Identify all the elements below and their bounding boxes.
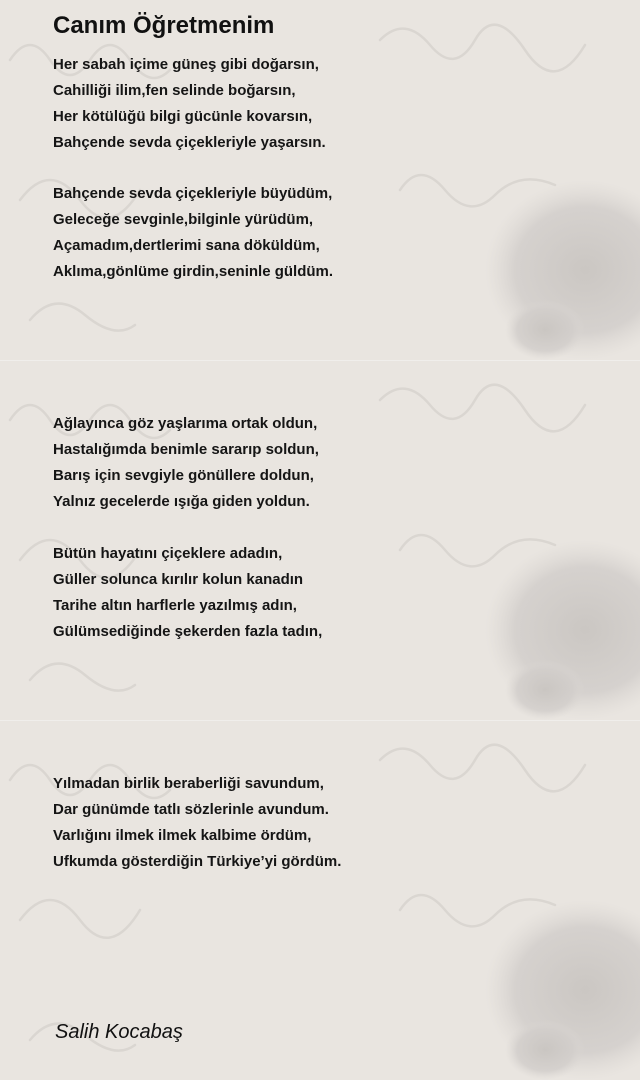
stanza-3 [53,411,319,515]
poem-line: Hastalığımda benimle sararıp soldun, [53,441,319,458]
poem-line: Ağlayınca göz yaşlarıma ortak oldun, [53,415,318,432]
poem-line: Gülümsediğinde şekerden fazla tadın, [53,623,323,640]
poem-line: Yılmadan birlik beraberliği savundum, [53,775,324,792]
poem-line: Her kötülüğü bilgi gücünle kovarsın, [53,108,313,125]
stanza-4 [53,541,322,645]
poem-line: Aklıma,gönlüme girdin,seninle güldüm. [53,263,334,280]
poem-line: Barış için sevgiyle gönüllere doldun, [53,467,314,484]
poem-line: Bahçende sevda çiçekleriyle yaşarsın. [53,134,326,151]
poem-line: Bütün hayatını çiçeklere adadın, [53,545,283,562]
poem-author: Salih Kocabaş [55,1021,183,1043]
stanza-5 [53,771,341,875]
poem-line: Açamadım,dertlerimi sana döküldüm, [53,237,320,254]
stanza-2 [53,181,333,285]
poem-line: Ufkumda gösterdiğin Türkiye’yi gördüm. [53,853,342,870]
poem-line: Her sabah içime güneş gibi doğarsın, [53,56,319,73]
poem-title: Canım Öğretmenim [53,12,275,39]
stanza-1 [53,52,326,156]
poem-line: Varlığını ilmek ilmek kalbime ördüm, [53,827,312,844]
poem-line: Bahçende sevda çiçekleriyle büyüdüm, [53,185,333,202]
poem-line: Cahilliği ilim,fen selinde boğarsın, [53,82,296,99]
poem-line: Tarihe altın harflerle yazılmış adın, [53,597,297,614]
poem-line: Yalnız gecelerde ışığa giden yoldun. [53,493,310,510]
poem-line: Güller solunca kırılır kolun kanadın [53,571,304,588]
poem-line: Geleceğe sevginle,bilginle yürüdüm, [53,211,314,228]
poem-line: Dar günümde tatlı sözlerinle avundum. [53,801,329,818]
